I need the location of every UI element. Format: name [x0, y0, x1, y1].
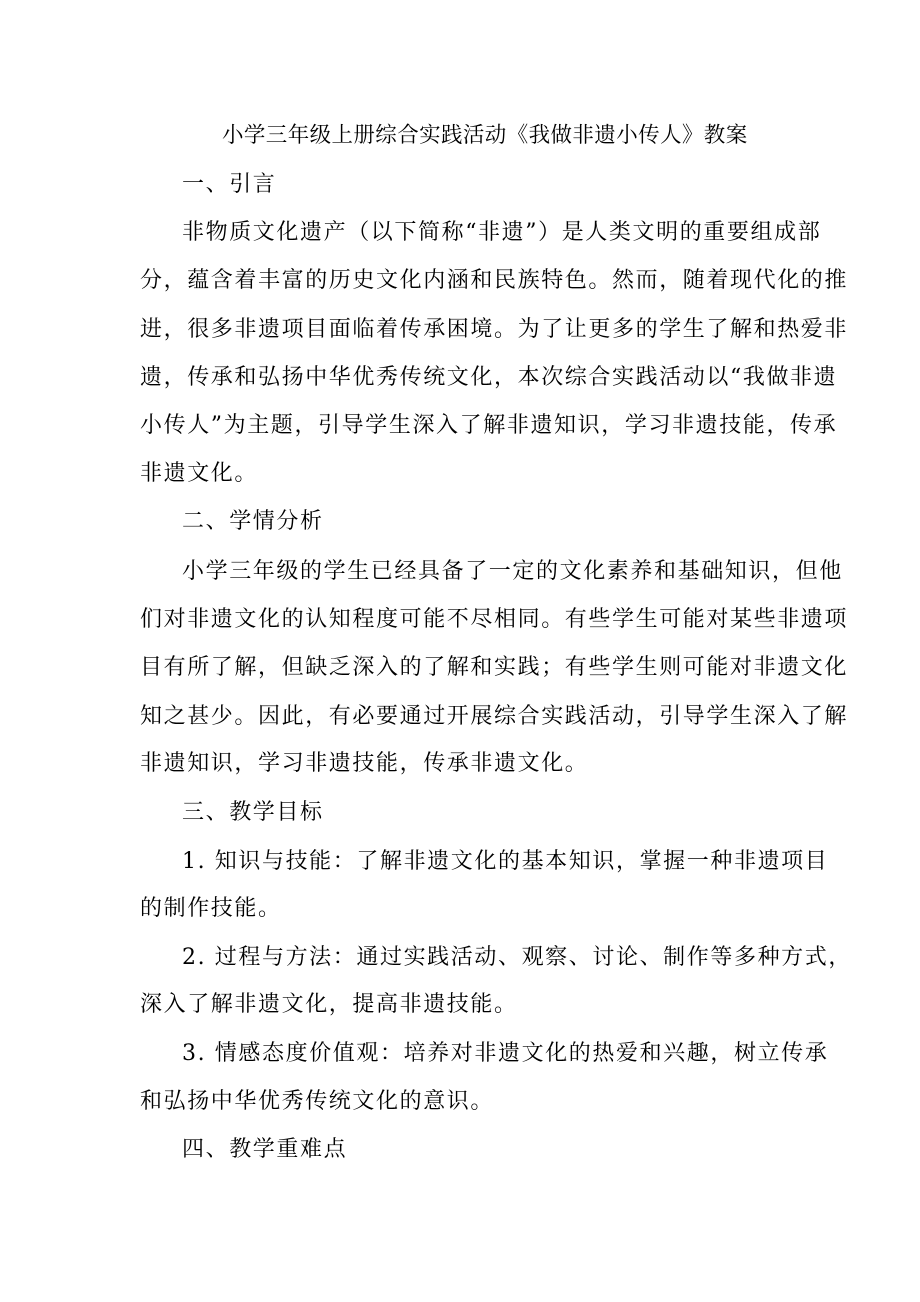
- paragraph-line: 分，蕴含着丰富的历史文化内涵和民族特色。然而，随着现代化的推: [140, 268, 849, 293]
- section-heading-key-points: 四、教学重难点: [182, 1137, 348, 1162]
- section-heading-intro: 一、引言: [182, 172, 277, 197]
- goal-item-line: 的制作技能。: [140, 896, 282, 921]
- paragraph-line: 知之甚少。因此，有必要通过开展综合实践活动，引导学生深入了解: [140, 704, 849, 729]
- paragraph-line: 小学三年级的学生已经具备了一定的文化素养和基础知识，但他: [182, 559, 843, 584]
- goal-item-line: 3. 情感态度价值观：培养对非遗文化的热爱和兴趣，树立传承: [182, 1041, 829, 1066]
- paragraph-line: 非遗文化。: [140, 461, 259, 486]
- paragraph-line: 进，很多非遗项目面临着传承困境。为了让更多的学生了解和热爱非: [140, 317, 849, 342]
- paragraph-line: 小传人”为主题，引导学生深入了解非遗知识，学习非遗技能，传承: [140, 413, 838, 438]
- goal-item-line: 2. 过程与方法：通过实践活动、观察、讨论、制作等多种方式，: [182, 945, 852, 970]
- paragraph-line: 目有所了解，但缺乏深入的了解和实践；有些学生则可能对非遗文化: [140, 655, 849, 680]
- paragraph-line: 非遗知识，学习非遗技能，传承非遗文化。: [140, 751, 589, 776]
- paragraph-line: 遗，传承和弘扬中华优秀传统文化，本次综合实践活动以“我做非遗: [140, 365, 838, 390]
- section-heading-analysis: 二、学情分析: [182, 509, 324, 534]
- goal-item-line: 深入了解非遗文化，提高非遗技能。: [140, 992, 518, 1017]
- goal-item-line: 和弘扬中华优秀传统文化的意识。: [140, 1089, 495, 1114]
- document-title: 小学三年级上册综合实践活动《我做非遗小传人》教案: [222, 123, 748, 148]
- paragraph-line: 非物质文化遗产（以下简称“非遗”）是人类文明的重要组成部: [182, 220, 822, 245]
- section-heading-goals: 三、教学目标: [182, 800, 324, 825]
- goal-item-line: 1. 知识与技能：了解非遗文化的基本知识，掌握一种非遗项目: [182, 849, 829, 874]
- paragraph-line: 们对非遗文化的认知程度可能不尽相同。有些学生可能对某些非遗项: [140, 607, 849, 632]
